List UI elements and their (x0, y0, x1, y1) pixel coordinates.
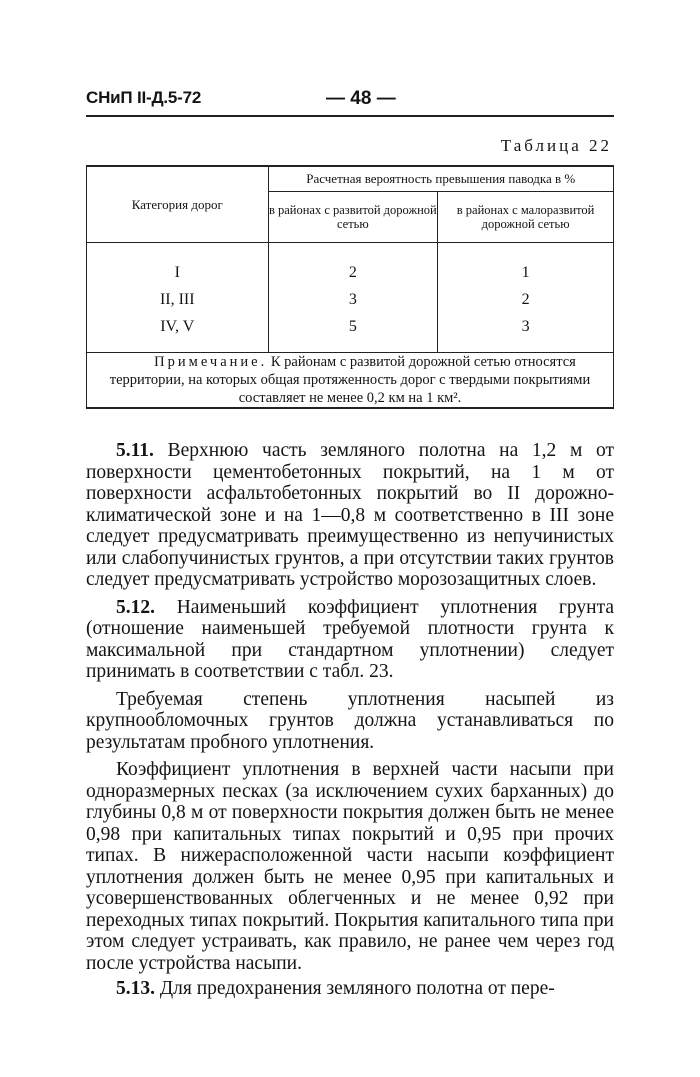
cell-developed: 5 (268, 313, 438, 353)
clause-number: 5.12. (116, 596, 155, 618)
body-text (86, 440, 614, 1006)
table-row (87, 286, 614, 313)
header-underdeveloped: в районах с малоразвитой дорожной сетью (438, 192, 614, 243)
cell-category: I (87, 243, 269, 287)
table-note-row (87, 353, 614, 409)
paragraph-5-12 (86, 597, 614, 683)
running-header (86, 86, 614, 112)
cell-developed: 3 (268, 286, 438, 313)
cell-category: IV, V (87, 313, 269, 353)
cell-underdeveloped: 3 (438, 313, 614, 353)
paragraph-text: Наименьший коэффициент уплотнения грунта (отношение наименьшей требуемой плотности грунта к максимальной при стандартном уплотнении) следует принимать в соответствии с табл. 23. (86, 596, 615, 682)
header-category: Категория дорог (87, 166, 269, 243)
note-text: К районам с развитой дорожной сетью относятся территории, на которых общая протяженность дорог с твердыми покрытиями составляет не менее 0,2 км на 1 км². (109, 354, 591, 406)
document-code: СНиП II-Д.5-72 (86, 88, 202, 107)
header-group: Расчетная вероятность превышения паводка в % (268, 166, 613, 192)
paragraph-text: Верхнюю часть земляного полотна на 1,2 м от поверхности цементобетонных покрытий, на 1 м от поверхности асфальтобетонных покрытий во II дорожно-климатической зоне и на 1—0,8 м соответственно в III зоне следует предусматривать преимущественно из непучинистых или слабопучинистых грунтов, а при отсутствии таких грунтов следует предусматривать устройство морозозащитных слоев. (86, 440, 614, 590)
cell-developed: 2 (268, 243, 438, 287)
flood-probability-table (86, 165, 614, 409)
table-header-row (87, 166, 614, 192)
header-developed: в районах с развитой дорожной сетью (268, 192, 438, 243)
cell-category: II, III (87, 286, 269, 313)
paragraph-text: Для предохранения земляного полотна от пере- (159, 978, 555, 999)
table-row (87, 243, 614, 287)
header-rule (86, 115, 614, 117)
table-row (87, 313, 614, 353)
table-note (87, 353, 614, 409)
cell-underdeveloped: 2 (438, 286, 614, 313)
note-label: Примечание. (154, 354, 268, 370)
cell-underdeveloped: 1 (438, 243, 614, 287)
paragraph-density: Требуемая степень уплотнения насыпей из крупнообломочных грунтов должна устанавливаться по результатам пробного уплотнения. (86, 688, 614, 753)
clause-number: 5.11. (116, 440, 154, 461)
table-caption: Таблица 22 (500, 136, 612, 155)
paragraph-5-11 (86, 440, 614, 591)
paragraph-coefficient: Коэффициент уплотнения в верхней части насыпи при одноразмерных песках (за исключением сухих барханных) до глубины 0,8 м от поверхности покрытия должен быть не менее 0,98 при капитальных типах покрытий и 0,95 при прочих типах. В нижерасположенной части насыпи коэффициент уплотнения должен быть не менее 0,95 при капитальных и усовершенствованных облегченных и не менее 0,92 при переходных типах покрытий. Покрытия капитального типа при этом следует устраивать, как правило, не ранее чем через год после устройства насыпи. (86, 759, 614, 974)
paragraph-5-13 (86, 978, 614, 1000)
page-number: — 48 — (326, 88, 396, 109)
clause-number: 5.13. (116, 978, 155, 999)
